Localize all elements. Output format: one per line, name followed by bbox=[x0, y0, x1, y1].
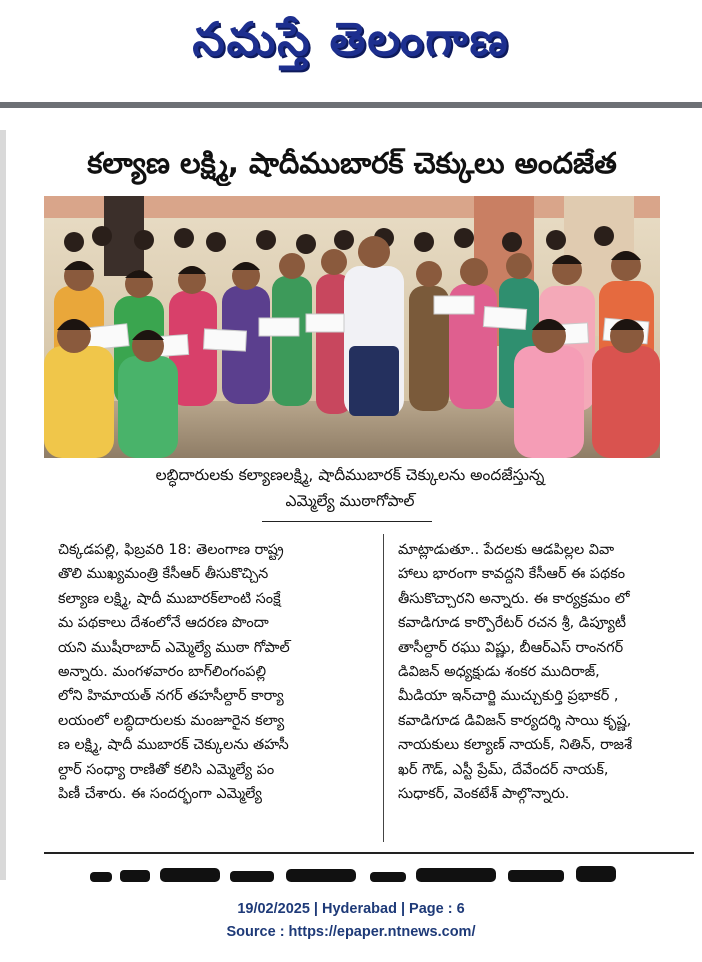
body-line: సుధాకర్, వెంకటేశ్ పాల్గొన్నారు. bbox=[398, 786, 570, 803]
body-line: అన్నారు. మంగళవారం బాగ్‌లింగంపల్లి bbox=[58, 664, 267, 681]
column-divider bbox=[383, 534, 384, 842]
body-line: కవాడిగూడ డివిజన్ కార్యదర్శి సాయి కృష్ణ, bbox=[398, 712, 632, 729]
article-bottom-rule bbox=[44, 852, 694, 854]
body-line: డివిజన్ అధ్యక్షుడు శంకర ముదిరాజ్, bbox=[398, 664, 600, 681]
body-line: తీసుకొచ్చారని అన్నారు. ఈ కార్యక్రమం లో bbox=[398, 590, 630, 607]
body-line: నాయకులు కల్యాణ్ నాయక్, నితిన్, రాజశే bbox=[398, 737, 632, 754]
next-article-headline-cropped bbox=[90, 866, 630, 882]
caption-line: ఎమ్మెల్యే ముఠాగోపాల్ bbox=[285, 492, 415, 510]
body-line: లయంలో లబ్ధిదారులకు మంజూరైన కల్యా bbox=[58, 712, 285, 729]
footer-source-link[interactable]: Source : https://epaper.ntnews.com/ bbox=[226, 924, 476, 940]
body-line: తాసీల్దార్ రఘు విష్ణు, బీఆర్ఎస్ రాంనగర్ bbox=[398, 639, 624, 656]
article-photo bbox=[44, 196, 660, 458]
footer-date-edition-page: 19/02/2025 | Hyderabad | Page : 6 bbox=[237, 901, 465, 917]
caption-line: లబ్ధిదారులకు కల్యాణలక్ష్మి, షాదీముబారక్ చెక్కులను అందజేస్తున్న bbox=[155, 466, 545, 484]
caption-underline bbox=[262, 521, 432, 522]
body-line: యని ముషీరాబాద్ ఎమ్మెల్యే ముఠా గోపాల్ bbox=[58, 639, 290, 656]
photo-caption bbox=[100, 462, 600, 514]
body-line: కవాడిగూడ కార్పొరేటర్ రచన శ్రీ, డిప్యూటీ bbox=[398, 615, 626, 632]
body-line: కల్యాణ లక్ష్మి, షాదీ ముబారక్‌లాంటి సంక్షే bbox=[58, 590, 281, 607]
body-line: ల్దార్ సంధ్యా రాణితో కలిసి ఎమ్మెల్యే పం bbox=[58, 761, 275, 778]
masthead bbox=[0, 0, 702, 100]
body-line: మ పథకాలు దేశంలోనే ఆదరణ పొందా bbox=[58, 615, 269, 632]
footer bbox=[0, 882, 702, 962]
body-line: లోని హిమాయత్ నగర్ తహసీల్దార్ కార్యా bbox=[58, 688, 284, 705]
masthead-rule bbox=[0, 102, 702, 108]
body-line: మాట్లాడుతూ.. పేదలకు ఆడపిల్లల వివా bbox=[398, 542, 615, 558]
body-line: హాలు భారంగా కావద్దని కేసీఆర్ ఈ పథకం bbox=[398, 566, 626, 583]
body-line: ఖర్ గౌడ్, ఎస్టీ ప్రేమ్, దేవేందర్ నాయక్, bbox=[398, 761, 609, 778]
article-body-right-column bbox=[398, 538, 696, 806]
body-line: తొలి ముఖ్యమంత్రి కేసీఆర్ తీసుకొచ్చిన bbox=[58, 566, 269, 583]
newspaper-logo: నమస్తే తెలంగాణ bbox=[192, 12, 510, 66]
cropped-headline-glyphs bbox=[90, 866, 630, 882]
body-line: చిక్కడపల్లి, ఫిబ్రవరి 18: తెలంగాణ రాష్ట్ర bbox=[58, 542, 284, 558]
body-line: ణ లక్ష్మి, షాదీ ముబారక్ చెక్కులను తహసీ bbox=[58, 737, 289, 754]
group-photo-illustration bbox=[44, 196, 660, 458]
page-margin-strip bbox=[0, 130, 6, 880]
body-line: పిణీ చేశారు. ఈ సందర్భంగా ఎమ్మెల్యే bbox=[58, 786, 262, 803]
article-body-left-column bbox=[58, 538, 370, 806]
article-headline: కల్యాణ లక్ష్మి, షాదీముబారక్ చెక్కులు అందజేత bbox=[87, 146, 617, 180]
body-line: మీడియా ఇన్‌చార్జి ముచ్చుకుర్తి ప్రభాకర్ , bbox=[398, 688, 619, 705]
